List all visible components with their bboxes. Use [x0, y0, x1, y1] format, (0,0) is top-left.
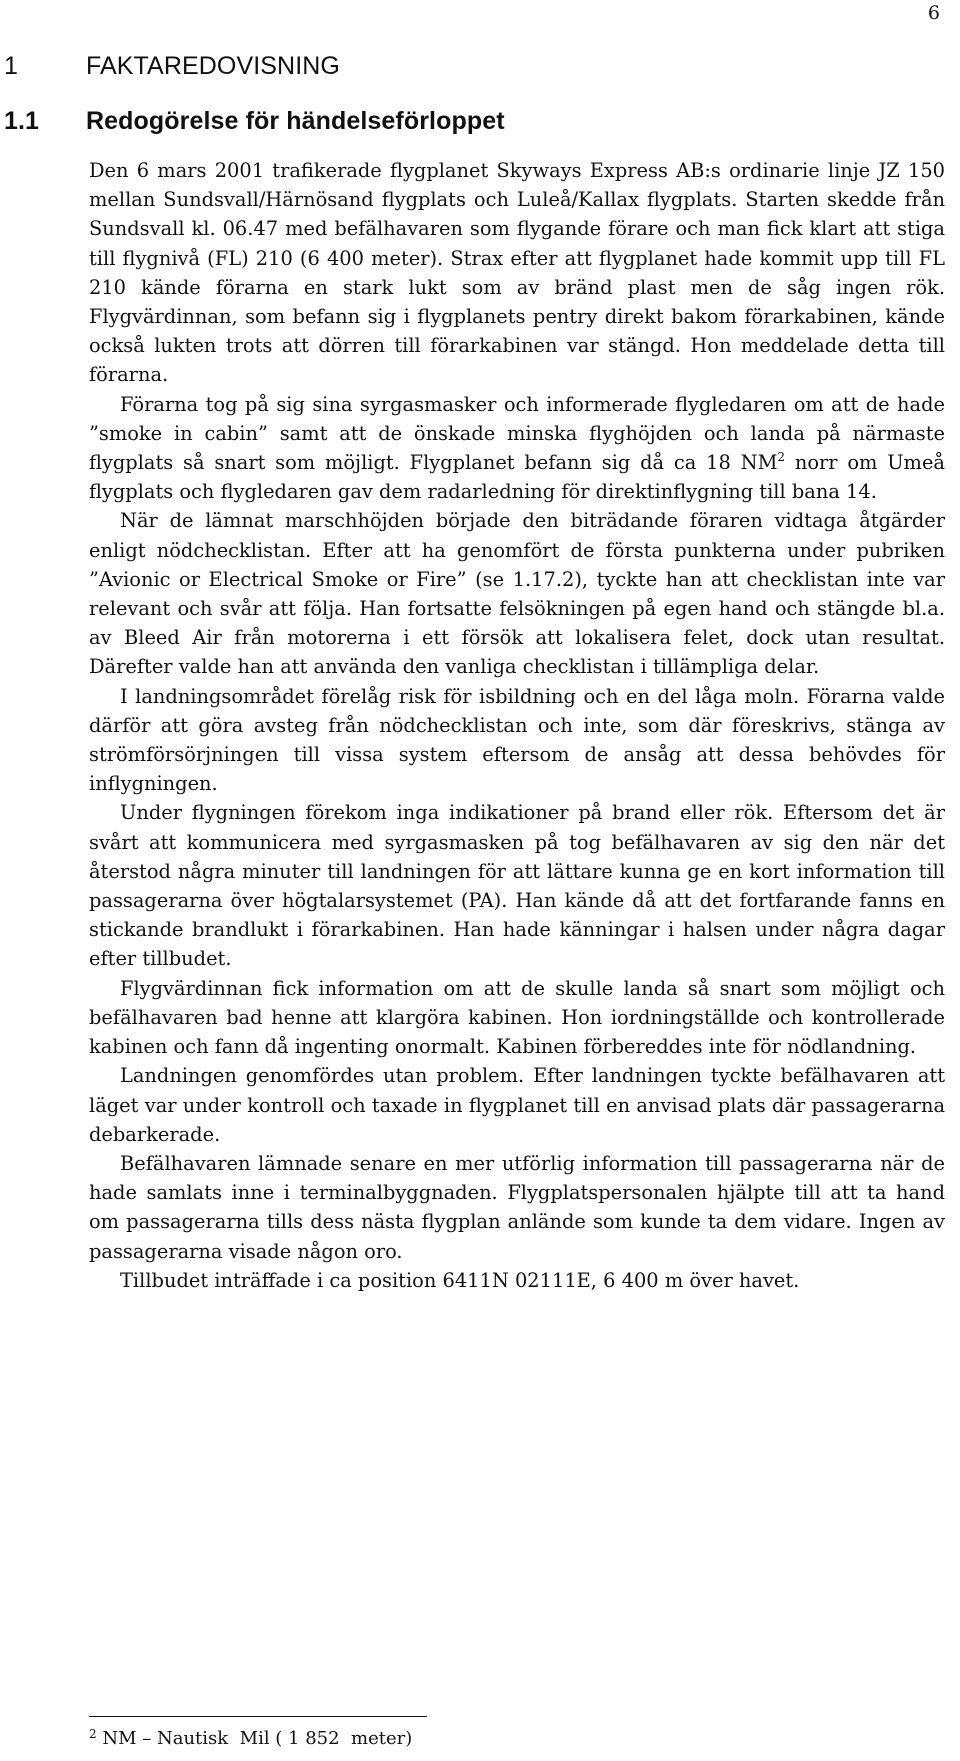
paragraph: Den 6 mars 2001 trafikerade flygplanet Skyways Express AB:s ordinarie linje JZ 150 mellan Sundsvall/Härnösand flygplats och Luleå/Kallax flygplats. Starten skedde från Sundsvall kl. 06.47 med befälhavaren som flygande förare och man fick klart att stiga till flygnivå (FL) 210 (6 400 meter). Strax efter att flygplanet hade kommit upp till FL 210 kände förarna en stark lukt som av bränd plast men de såg ingen rök. Flygvärdinnan, som befann sig i flygplanets pentry direkt bakom förarkabinen, kände också lukten trots att dörren till förarkabinen var stängd. Hon meddelade detta till förarna.: [89, 159, 945, 387]
subsection-heading: [4, 107, 505, 136]
section-title: FAKTAREDOVISNING: [86, 52, 340, 80]
paragraph: [89, 390, 945, 507]
paragraph-text: norr om Umeå flygplats och flygledaren gav dem radarledning för direktinflygning till bana 14.: [89, 451, 945, 504]
section-heading: [4, 52, 340, 81]
footnote: [89, 1728, 412, 1750]
footnote-marker: 2: [89, 1727, 97, 1741]
section-number: 1: [4, 52, 19, 80]
paragraph: I landningsområdet förelåg risk för isbildning och en del låga moln. Förarna valde därför att göra avsteg från nödchecklistan och inte, som där föreskrivs, stänga av strömförsörjningen till vissa system eftersom de ansåg att dessa behövdes för inflygningen.: [89, 684, 945, 796]
page-number: 6: [927, 2, 940, 24]
paragraph: Tillbudet inträffade i ca position 6411N 02111E, 6 400 m över havet.: [120, 1268, 800, 1292]
footnote-divider: [89, 1716, 427, 1717]
body-text: [89, 156, 945, 1295]
footnote-text: NM – Nautisk Mil ( 1 852 meter): [96, 1728, 413, 1749]
paragraph: När de lämnat marschhöjden började den biträdande föraren vidtaga åtgärder enligt nödchecklistan. Efter att ha genomfört de första punkterna under pubriken ”Avionic or Electrical Smoke or Fire” (se 1.17.2), tyckte han att checklistan inte var relevant och svår att följa. Han fortsatte felsökningen på egen hand och stängde bl.a. av Bleed Air från motorerna i ett försök att lokalisera felet, dock utan resultat. Därefter valde han att använda den vanliga checklistan i tillämpliga delar.: [89, 509, 945, 679]
paragraph: Landningen genomfördes utan problem. Efter landningen tyckte befälhavaren att läget var under kontroll och taxade in flygplanet till en anvisad plats där passagerarna debarkerade.: [89, 1064, 945, 1146]
paragraph: Under flygningen förekom inga indikationer på brand eller rök. Eftersom det är svårt att kommunicera med syrgasmasken på tog befälhavaren av sig den när det återstod några minuter till landningen för att lättare kunna ge en kort information till passagerarna över högtalarsystemet (PA). Han kände då att det fortfarande fanns en stickande brandlukt i förarkabinen. Han hade känningar i halsen under några dagar efter tillbudet.: [89, 801, 945, 971]
paragraph: Befälhavaren lämnade senare en mer utförlig information till passagerarna när de hade samlats inne i terminalbyggnaden. Flygplatspersonalen hjälpte till att ta hand om passagerarna tills dess nästa flygplan anlände som kunde ta dem vidare. Ingen av passagerarna visade någon oro.: [89, 1151, 945, 1263]
subsection-title: Redogörelse för händelseförloppet: [86, 107, 505, 135]
subsection-number: 1.1: [4, 107, 40, 135]
paragraph-text: Förarna tog på sig sina syrgasmasker och informerade flygledaren om att de hade ”smoke in cabin” samt att de önskade minska flyghöjden och landa på närmaste flygplats så snart som möjligt. Flygplanet befann sig då ca 18 NM: [89, 392, 945, 475]
footnote-reference: 2: [777, 450, 786, 465]
paragraph: Flygvärdinnan fick information om att de skulle landa så snart som möjligt och befälhavaren bad henne att klargöra kabinen. Hon iordningställde och kontrollerade kabinen och fann då ingenting onormalt. Kabinen förbereddes inte för nödlandning.: [89, 976, 945, 1059]
